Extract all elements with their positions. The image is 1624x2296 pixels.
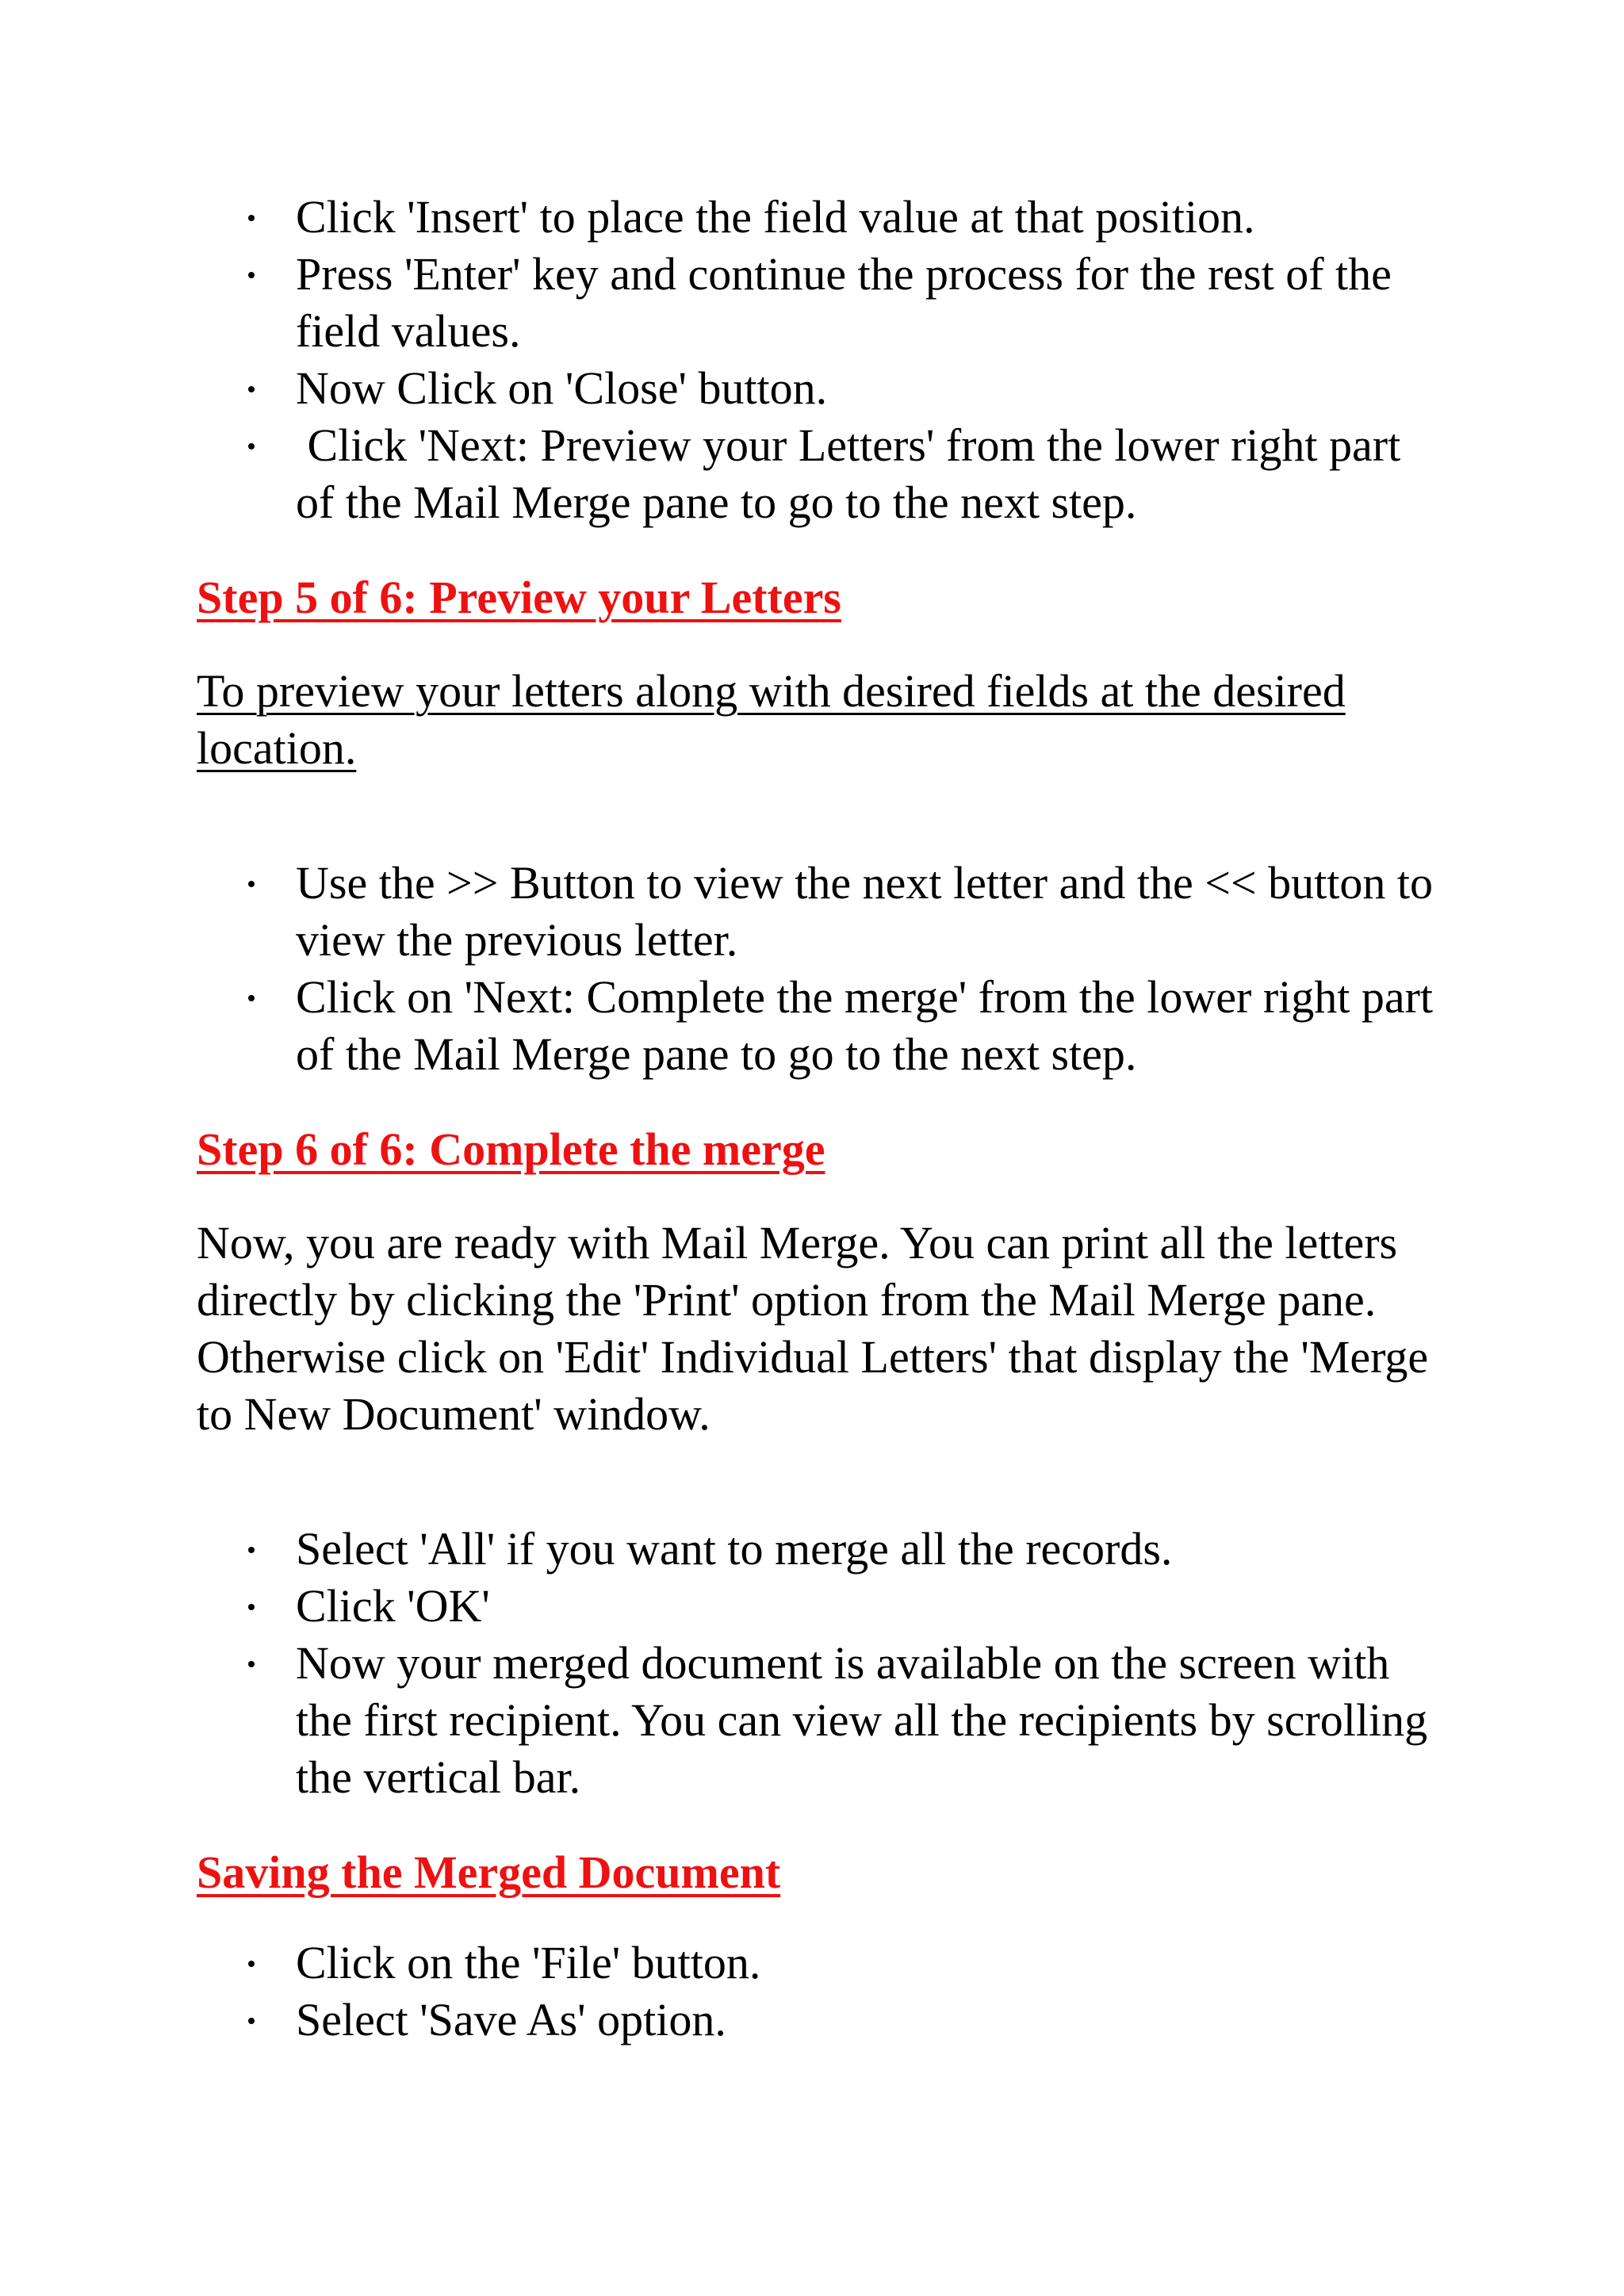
list-item-text: Now Click on 'Close' button.	[296, 362, 828, 414]
step5-bullet-list	[197, 855, 1450, 1083]
list-item	[296, 360, 1450, 417]
list-item	[296, 1578, 1450, 1635]
bullet-icon	[248, 272, 255, 278]
list-item-text: Press 'Enter' key and continue the process for the rest of the field values.	[296, 248, 1392, 357]
list-item-text: Use the >> Button to view the next letter and the << button to view the previous letter.	[296, 857, 1433, 966]
list-item-text: Click on 'Next: Complete the merge' from the lower right part of the Mail Merge pane to go to the next step.	[296, 971, 1434, 1080]
bullet-icon	[248, 1961, 255, 1967]
list-item-text: Click 'OK'	[296, 1580, 490, 1632]
list-item	[296, 246, 1450, 360]
list-item	[296, 855, 1450, 969]
saving-heading: Saving the Merged Document	[197, 1846, 781, 1898]
step6-heading: Step 6 of 6: Complete the merge	[197, 1123, 825, 1175]
list-item	[296, 1934, 1450, 1992]
bullet-icon	[248, 1547, 255, 1553]
bullet-icon	[248, 443, 255, 450]
bullet-icon	[248, 386, 255, 392]
step5-intro: To preview your letters along with desired fields at the desired location.	[197, 665, 1346, 774]
list-item-text: Click 'Insert' to place the field value at that position.	[296, 191, 1255, 243]
list-item-text: Click on the 'File' button.	[296, 1937, 761, 1988]
bullet-icon	[248, 1661, 255, 1667]
bullet-icon	[248, 1604, 255, 1610]
list-item	[296, 1521, 1450, 1578]
page-content	[197, 189, 1450, 2049]
bullet-icon	[248, 995, 255, 1001]
list-item-text: Select 'All' if you want to merge all the records.	[296, 1523, 1173, 1575]
list-item	[296, 969, 1450, 1083]
step6-paragraph: Now, you are ready with Mail Merge. You can print all the letters directly by clicking the 'Print' option from the Mail Merge pane. Otherwise click on 'Edit' Individual Letters' that display the 'Merge to New Document' window.	[197, 1217, 1429, 1440]
step5-heading: Step 5 of 6: Preview your Letters	[197, 572, 841, 623]
bullet-icon	[248, 215, 255, 221]
top-bullet-list	[197, 189, 1450, 531]
list-item	[296, 189, 1450, 246]
list-item-text: Now your merged document is available on the screen with the first recipient. You can view all the recipients by scrolling the vertical bar.	[296, 1637, 1428, 1803]
step6-bullet-list	[197, 1521, 1450, 1806]
list-item	[296, 1635, 1450, 1806]
bullet-icon	[248, 2018, 255, 2024]
saving-bullet-list	[197, 1934, 1450, 2049]
list-item-text: Click 'Next: Preview your Letters' from the lower right part of the Mail Merge pane to go to the next step.	[296, 419, 1412, 528]
list-item-text: Select 'Save As' option.	[296, 1994, 726, 2045]
list-item	[296, 417, 1450, 531]
bullet-icon	[248, 881, 255, 887]
list-item	[296, 1992, 1450, 2049]
